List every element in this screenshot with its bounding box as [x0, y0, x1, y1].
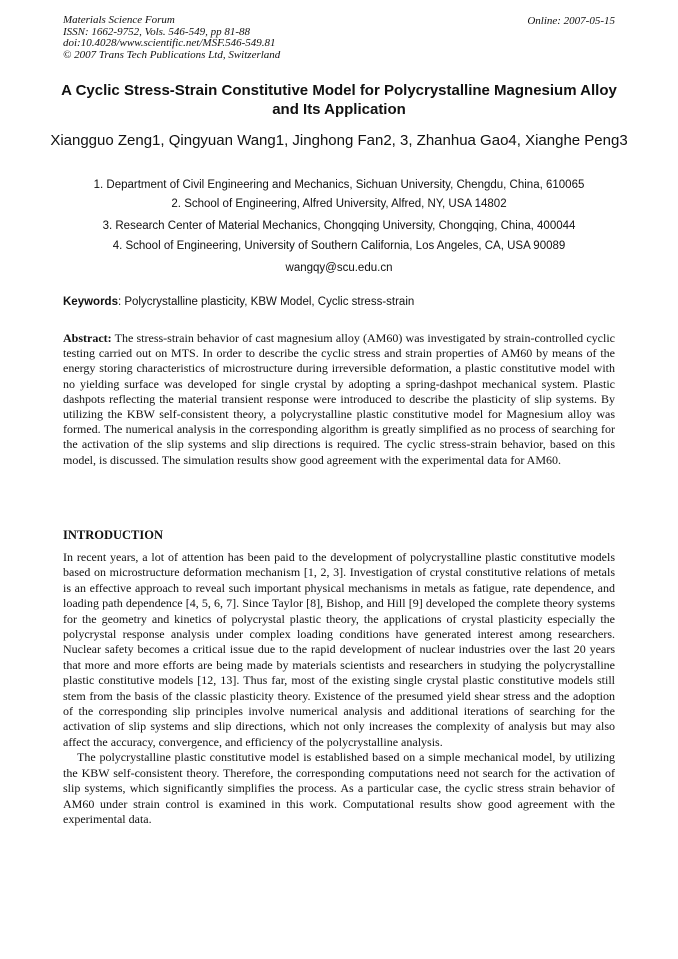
affiliation-2: 2. School of Engineering, Alfred University, Alfred, NY, USA 14802 [171, 198, 507, 210]
paragraph: In recent years, a lot of attention has been paid to the development of polycrystalline plastic constitutive models based on microstructure deformation mechanism [1, 2, 3]. Investigation of crystal constitutive relations of metals is an effective approach to reveal such important physical mechanisms in metals as fatigue, rate dependence, and loading path dependence [4, 5, 6, 7]. Since Taylor [8], Bishop, and Hill [9] developed the complete theory systems for the geometry and kinetics of polycrystal plastic theory, the applications of crystal plasticity especially the polycrystal response analysis under complex loading conditions have generated interest among researchers. Nuclear safety becomes a critical issue due to the rapid development of nuclear industries over the last 20 years that more and more efforts are being made by materials scientists and researchers in studying the polycrystalline plastic constitutive models [12, 13]. Thus far, most of the existing single crystal plastic constitutive models still stem from the basis of the classic plasticity theory. Existence of the presumed yield shear stress and the adoption of the corresponding slip principles involve numerical analysis and additional iterations of searching for the activation of slip systems and slip directions, which not only increases the complexity of analysis but may also affect the accuracy, convergence, and efficiency of the polycrystalline analysis. [63, 550, 615, 749]
introduction-body [63, 550, 615, 827]
abstract-label: Abstract: [63, 331, 112, 345]
keywords-label: Keywords [63, 296, 118, 308]
keywords-line [63, 295, 615, 309]
copyright-line: © 2007 Trans Tech Publications Ltd, Switzerland [63, 48, 281, 61]
keywords-text: : Polycrystalline plasticity, KBW Model, Cyclic stress-strain [117, 296, 415, 308]
paragraph: The polycrystalline plastic constitutive model is established based on a simple mechanical model, by utilizing the KBW self-consistent theory. Therefore, the corresponding computations need not search for the activation of slip systems, which significantly simplifies the process. As a particular case, the cyclic stress strain behavior of AM60 under strain control is examined in this work. Computational results show good agreement with the experimental data. [63, 750, 615, 826]
journal-name: Materials Science Forum [63, 14, 175, 26]
abstract-text: The stress-strain behavior of cast magnesium alloy (AM60) was investigated by strain-controlled cyclic testing carried out on MTS. In order to describe the cyclic stress and strain properties of AM60 by means of the energy storing characteristics of microstructure during irreversible deformation, a plastic constitutive model with no yielding surface was developed for single crystal by adopting a spring-dashpot mechanical system. Plastic dashpots reflecting the material transient response were introduced to describe the plasticity of slip systems. By utilizing the KBW self-consistent theory, a polycrystalline plastic constitutive model for Magnesium alloy was formed. The numerical analysis in the corresponding algorithm is greatly simplified as no process of searching for the activation of the slip systems and slip directions is required. The cyclic stress-strain behavior, based on this model, is discussed. The simulation results show good agreement with the experimental data for AM60. [63, 331, 615, 467]
issn-line: ISSN: 1662-9752, Vols. 546-549, pp 81-88 [63, 25, 250, 38]
doi-line: doi:10.4028/www.scientific.net/MSF.546-549.81 [63, 37, 276, 49]
journal-header [63, 15, 280, 61]
online-date: Online: 2007-05-15 [527, 15, 615, 27]
contact-email: wangqy@scu.edu.cn [285, 262, 393, 274]
affiliation-1: 1. Department of Civil Engineering and Mechanics, Sichuan University, Chengdu, China, 610065 [93, 179, 585, 191]
affiliation-3: 3. Research Center of Material Mechanics, Chongqing University, Chongqing, China, 400044 [102, 220, 576, 232]
paper-title: A Cyclic Stress-Strain Constitutive Model for Polycrystalline Magnesium Alloy and Its Application [61, 82, 617, 118]
section-heading-introduction: INTRODUCTION [63, 528, 164, 542]
affiliation-4: 4. School of Engineering, University of Southern California, Los Angeles, CA, USA 90089 [112, 240, 566, 252]
author-list: Xiangguo Zeng1, Qingyuan Wang1, Jinghong Fan2, 3, Zhanhua Gao4, Xianghe Peng3 [50, 132, 628, 149]
abstract-block [63, 331, 615, 468]
